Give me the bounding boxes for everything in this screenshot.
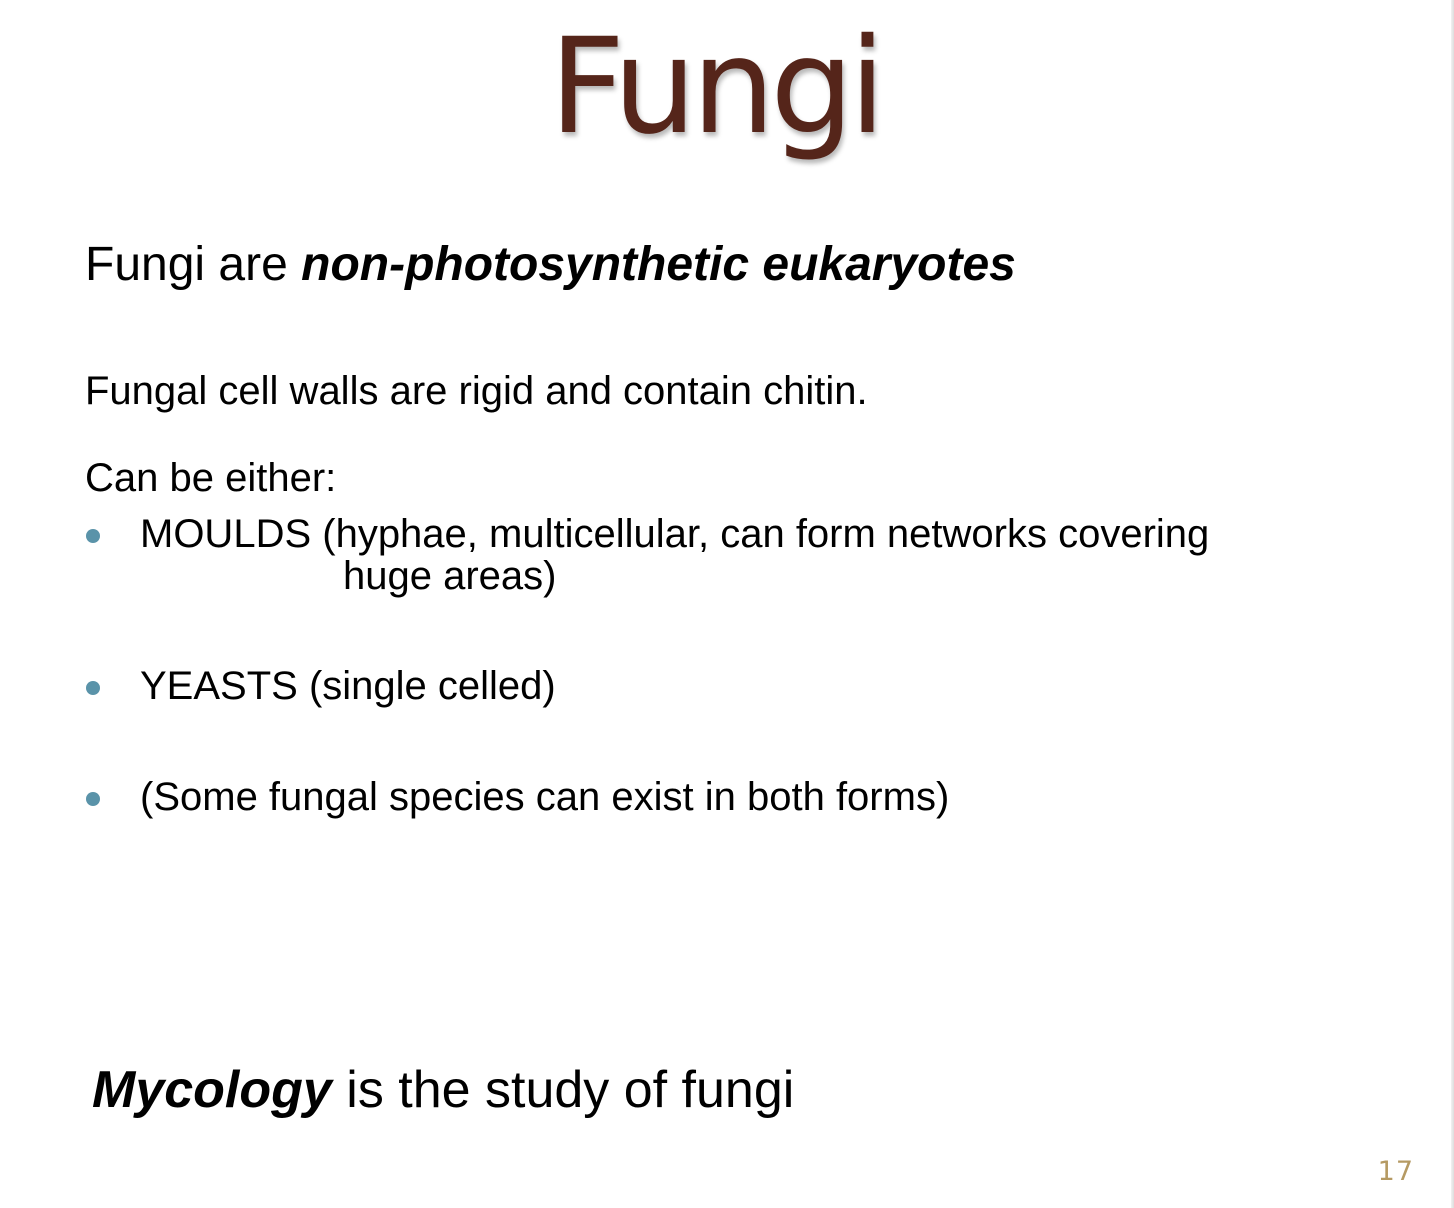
mycology-emphasis: Mycology [92, 1061, 332, 1119]
bullet-item-yeasts [86, 665, 1386, 715]
bullet-dot-icon [86, 792, 100, 806]
bullet-text-continuation: huge areas) [343, 554, 557, 598]
bullet-item-moulds [86, 513, 1386, 613]
slide-title: Fungi [549, 10, 881, 164]
bullet-text: (Some fungal species can exist in both forms) [140, 775, 950, 819]
bullet-dot-icon [86, 529, 100, 543]
intro-text [85, 236, 1016, 294]
cell-walls-text: Fungal cell walls are rigid and contain chitin. [85, 369, 868, 413]
bullet-dot-icon [86, 681, 100, 695]
bullet-text: YEASTS (single celled) [140, 664, 556, 708]
intro-prefix: Fungi are [85, 238, 302, 291]
bullet-item-both-forms [86, 776, 1386, 826]
mycology-rest: is the study of fungi [331, 1061, 795, 1119]
mycology-definition [92, 1058, 794, 1122]
page-number: 17 [1377, 1156, 1414, 1187]
intro-emphasis: non-photosynthetic eukaryotes [301, 238, 1016, 291]
either-label: Can be either: [85, 456, 337, 500]
bullet-text: MOULDS (hyphae, multicellular, can form networks covering [140, 512, 1210, 556]
